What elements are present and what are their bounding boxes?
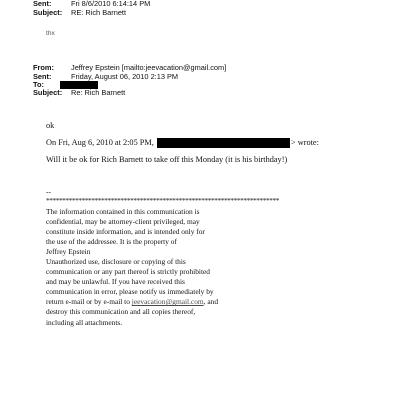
quote-intro-suffix: > wrote: — [290, 138, 319, 147]
redaction-bar — [157, 138, 290, 148]
quoted-sent-label: Sent: — [33, 72, 52, 81]
disclaimer-line: the use of the addressee. It is the property of — [46, 237, 177, 247]
disclaimer-text: return e-mail or by e-mail to — [46, 297, 132, 307]
quoted-subject-value: Re: Rich Barnett — [71, 88, 126, 97]
quoted-subject-label: Subject: — [33, 88, 63, 97]
disclaimer-line: The information contained in this communication is — [46, 207, 200, 216]
signature-dashes: -- — [46, 187, 51, 196]
signature-stars: ************************************************************************ — [46, 196, 279, 205]
quoted-from-label: From: — [33, 63, 54, 72]
reply2-text: ok — [46, 121, 55, 130]
quoted-sent-value: Friday, August 06, 2010 2:13 PM — [71, 72, 179, 81]
disclaimer-line: Unauthorized use, disclosure or copying of this — [46, 257, 186, 267]
quote-intro-prefix: On Fri, Aug 6, 2010 at 2:05 PM, — [46, 138, 154, 147]
header-subject-value: RE: Rich Barnett — [71, 8, 127, 17]
quote-intro — [46, 138, 319, 148]
quoted-to-label: To: — [33, 80, 44, 89]
disclaimer-line: and may be unlawful. If you have received this — [46, 277, 185, 287]
disclaimer-line: confidential, may be attorney-client privileged, may — [46, 217, 200, 227]
quote-body: Will it be ok for Rich Barnett to take off this Monday (it is his birthday!) — [46, 155, 288, 164]
disclaimer-text: , and — [203, 297, 219, 307]
quoted-from-value: Jeffrey Epstein [mailto:jeevacation@gmail.com] — [71, 63, 227, 72]
disclaimer-line: communication or any part thereof is strictly prohibited — [46, 267, 210, 277]
reply-text: thx — [46, 30, 55, 37]
confidentiality-disclaimer — [46, 207, 218, 328]
disclaimer-line: communication in error, please notify us immediately by — [46, 287, 214, 297]
disclaimer-line: including all attachments. — [46, 317, 123, 327]
quoted-from-row — [33, 63, 226, 72]
header-sent-value: Fri 8/6/2010 6:14:14 PM — [71, 0, 151, 8]
header-subject-row — [33, 8, 126, 17]
header-sent-label: Sent: — [33, 0, 52, 8]
disclaimer-line: destroy this communication and all copies thereof, — [46, 307, 196, 317]
disclaimer-line — [46, 297, 218, 307]
header-subject-label: Subject: — [33, 8, 63, 17]
email-link[interactable]: jeevacation@gmail.com — [131, 297, 204, 307]
header-sent-row — [33, 0, 150, 8]
disclaimer-line: Jeffrey Epstein — [46, 247, 91, 257]
disclaimer-line: constitute inside information, and is intended only for — [46, 227, 205, 237]
quoted-subject-row — [33, 88, 125, 97]
